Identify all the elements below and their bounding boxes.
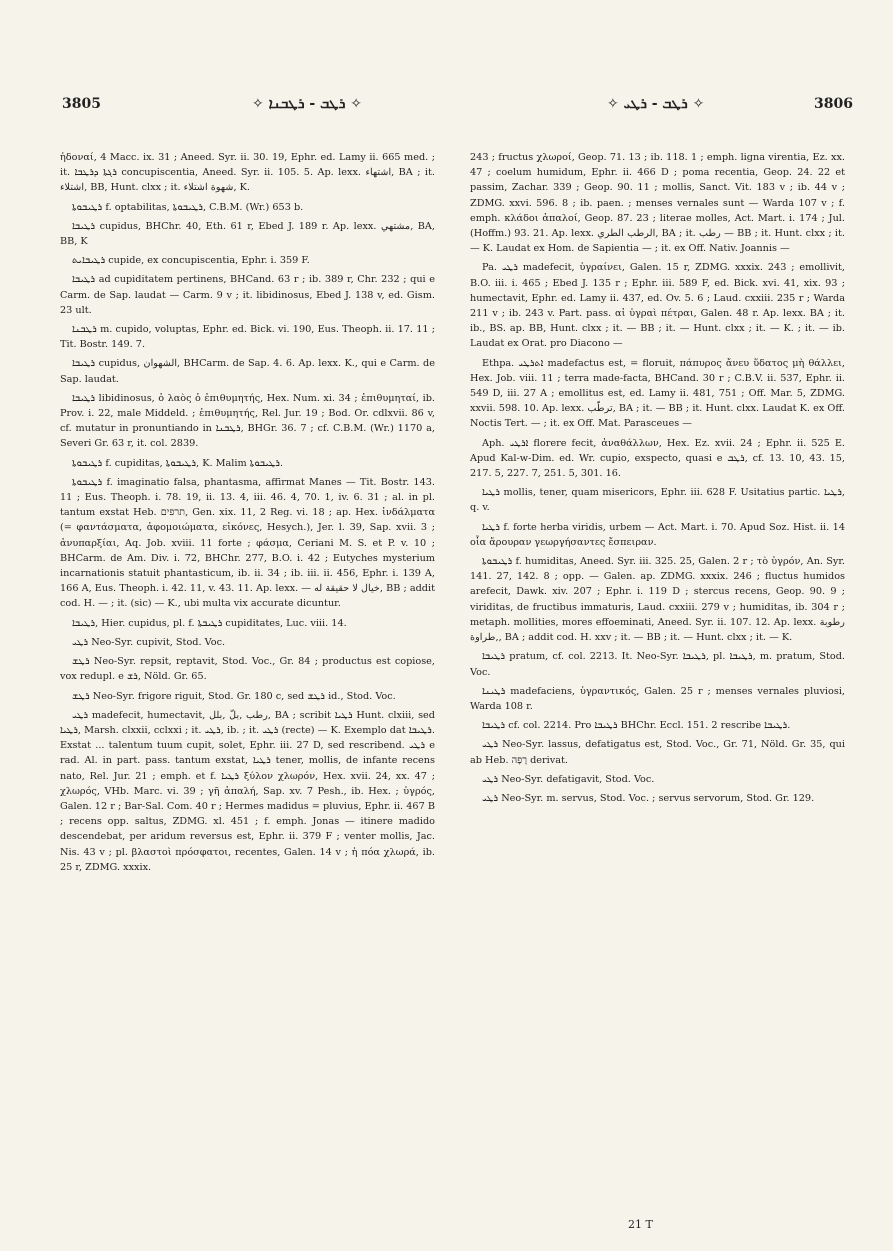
dictionary-entry: ܪܛܝܒܐ pratum, cf. col. 2213. It. Neo-Syr. ܪܛܝܒܐ, pl. ܪܛܝܒܐ, m. pratum, Stod. Voc.: [470, 651, 845, 678]
dictionary-entry: ܪܛܝ Neo-Syr. lassus, defatigatus est, Stod. Voc., Gr. 71, Nöld. Gr. 35, qui ab Heb. רָפָה derivat.: [470, 739, 845, 766]
running-head-left: ✧ ܪܛܒ - ܪܛܒܢܐ ✧: [252, 96, 362, 112]
page-header: [62, 96, 853, 120]
dictionary-entry: ܪܛܝܒܐ cupidus, الشهوان, BHCarm. de Sap. 4. 6. Ap. lexx. K., qui e Carm. de Sap. laudat.: [60, 358, 435, 385]
dictionary-entry: ܪܛܝܒܐ, Hier. cupidus, pl. f. ܪܛܝܒܬܐ cupiditates, Luc. viii. 14.: [72, 617, 347, 629]
page-number-right: 3806: [814, 96, 853, 112]
dictionary-entry: ܪܛܫ Neo-Syr. frigore riguit, Stod. Gr. 180 c, sed ܪܛܫ id., Stod. Voc.: [72, 690, 396, 702]
left-column: [60, 150, 435, 1210]
dictionary-entry: ܪܛܝ Neo-Syr. defatigavit, Stod. Voc.: [482, 773, 655, 785]
dictionary-entry: ܪܛܝܒܘܬܐ f. imaginatio falsa, phantasma, affirmat Manes — Tit. Bostr. 143. 11 ; Eus. Theoph. i. 78. 19, ii. 13. 4, iii. 46. 4, 70. 1, iv. 6. 31 ; al. in pl. tantum exstat Heb. תרפים, Gen. xix. 11, 2 Reg. vi. 18 ; ap. Hex. ἰνδάλματα (= φαντάσματα, ἀφομοιώματα, εἰκόνες, Hesych.), Jer. l. 39, Sap. xvii. 3 ; ἀνυπαρξίαι, Aq. Job. xviii. 11 forte ; φάσμα, Ceriani M. S. et P. v. 10 ; BHCarm. de Am. Div. i. 72, BHChr. 277, B.O. i. 42 ; Eutyches mysterium incarnationis statuit phantasticum, ib. ii. 34 ; ib. iii. ii. 456, Ephr. i. 139 A, 166 A, Eus. Theoph. i. 42. 11, v. 43. 11. Ap. lexx. — خيال لا حقيقة له, BB ; addit cod. H. — ; it. (sic) — K., ubi multa vix accurate dicuntur.: [60, 476, 435, 610]
dictionary-entry: Ethpa. ܐܬܪܛܝ madefactus est, = floruit, πάπυρος ἄνευ ὕδατος μὴ θάλλει, Hex. Job. viii. 11 ; terra made-facta, BHCand. 30 r ; C.B.V. ii. 537, Ephr. ii. 549 D, iii. 27 A ; emollitus est, ed. Lamy ii. 481, 751 ; Off. Mar. 5, ZDMG. xxvii. 598. 10. Ap. lexx. ترطّب, BA ; it. — BB ; it. Hunt. clxx. Laudat K. ex Off. Noctis Tert. — ; it. ex Off. Mat. Parasceues —: [470, 357, 845, 430]
signature-mark: 21 T: [628, 1218, 653, 1231]
dictionary-entry: ܪܛܝ madefecit, humectavit, رطب ,بلّ ,بلل, BA ; scribit ܪܛܝܐ Hunt. clxiii, sed ܪܛܝܐ, Marsh. clxxii, cclxxi ; it. ܪܛܝ, ib. ; it. ܪܛܝ (recte) — K. Exemplo dat ܪܛܝܒܐ. Exstat ... talentum tuum cupit, solet, Ephr. iii. 27 D, sed rescribend. ܪܛܝ e rad. Al. in part. pass. tantum exstat, ܪܛܝܐ tener, mollis, de infante recens nato, Rel. Jur. 21 ; emph. et f. ܪܛܝܐ ξύλον χλωρόν, Hex. xvii. 24, xx. 47 ; χλωρός, VHb. Marc. vi. 39 ; γῆ ἁπαλή, Sap. xv. 7 Pesh., ib. Hex. ; ὑγρός, Galen. 12 r ; Bar-Sal. Com. 40 r ; Hermes madidus = pluvius, Ephr. ii. 467 B ; recens opp. saltus, ZDMG. xl. 451 ; f. emph. Jonas — itinere madido descendebat, per aridum reversus est, Ephr. ii. 379 F ; venter mollis, Jac. Nis. 43 v ; pl. βλαστοὶ πρόσφατοι, recentes, Galen. 14 v ; ἡ πόα χλωρά, ib. 25 r, ZDMG. xxxix.: [60, 709, 435, 873]
dictionary-entry: ܪܛܝܐ mollis, tener, quam misericors, Ephr. iii. 628 F. Usitatius partic. ܪܛܝܐ, q. v.: [470, 487, 845, 514]
dictionary-entry: Pa. ܪܛܝ madefecit, ὑγραίνει, Galen. 15 r, ZDMG. xxxix. 243 ; emollivit, B.O. iii. i. 465 ; Ebed J. 135 r ; Ephr. iii. 589 F, ed. Bick. xvi. 41, xix. 93 ; humectavit, Ephr. ed. Lamy ii. 437, ed. Ov. 5. 6 ; Laud. cxxiii. 235 r ; Warda 211 v ; ib. 243 v. Part. pass. αἱ ὑγραὶ πέτραι, Galen. 48 r. Ap. lexx. BA ; it. ib., BS. ap. BB, Hunt. clxx ; it. — BB ; it. — Hunt. clxx ; it. — K. ; it. — ib. Laudat ex Orat. pro Diacono —: [470, 262, 845, 350]
dictionary-entry: ܪܛܝ Neo-Syr. m. servus, Stod. Voc. ; servus servorum, Stod. Gr. 129.: [482, 792, 815, 804]
page-number-left: 3805: [62, 96, 101, 112]
dictionary-entry: Aph. ܐܪܛܝ florere fecit, ἀναθάλλων, Hex. Ez. xvii. 24 ; Ephr. ii. 525 E. Apud Kal-w-Dim. ed. Wr. cupio, exspecto, quasi e ܪܛܒ, cf. 13. 10, 43. 15, 217. 5, 227. 7, 251. 5, 301. 16.: [470, 437, 845, 480]
dictionary-entry: ܪܛܝܒܐܝܬ cupide, ex concupiscentia, Ephr. i. 359 F.: [72, 255, 310, 267]
dictionary-entry: ܪܛܝܒܐ ad cupiditatem pertinens, BHCand. 63 r ; ib. 389 r, Chr. 232 ; qui e Carm. de Sap. laudat — Carm. 9 v ; it. libidinosus, Ebed J. 138 v, ed. Gism. 23 ult.: [60, 274, 435, 316]
right-column: [470, 150, 845, 1210]
dictionary-entry: ܪܛܝ Neo-Syr. cupivit, Stod. Voc.: [72, 636, 226, 648]
dictionary-entry: 243 ; fructus χλωροί, Geop. 71. 13 ; ib. 118. 1 ; emph. ligna virentia, Ez. xx. 47 ; coelum humidum, Ephr. ii. 466 D ; poma recentia, Geop. 24. 22 et passim, Zachar. 339 ; Geop. 90. 11 ; mollis, Sanct. Vit. 183 v ; ib. 44 v ; ZDMG. xxvi. 596. 8 ; ib. paen. ; menses vernales sunt — Warda 107 v ; f. emph. κλάδοι ἁπαλοί, Geop. 87. 23 ; literae molles, Act. Mart. i. 174 ; Jul. (Hoffm.) 93. 21. Ap. lexx. الرطب الطري, BA ; it. رطب — BB ; it. Hunt. clxx ; it. — K. Laudat ex Hom. de Sapientia — ; it. ex Off. Nativ. Joannis —: [470, 152, 845, 255]
dictionary-entry: ܪܛܝܒܘܬܐ f. cupiditas, ܪܛܝܒܘܬܐ, K. Malim ܪܛܝܒܘܬܐ.: [72, 457, 284, 469]
running-head-right: ✧ ܪܛܒ - ܪܛܝ ✧: [607, 96, 705, 112]
dictionary-entry: ܪܛܫ Neo-Syr. repsit, reptavit, Stod. Voc., Gr. 84 ; productus est copiose, vox redupl. e ܪܫ, Nöld. Gr. 65.: [60, 656, 435, 683]
dictionary-entry: ܪܛܒܢܐ m. cupido, voluptas, Ephr. ed. Bick. vi. 190, Eus. Theoph. ii. 17. 11 ; Tit. Bostr. 149. 7.: [60, 324, 435, 351]
dictionary-entry: ܪܛܝܢܐ madefaciens, ὑγραντικός, Galen. 25 r ; menses vernales pluviosi, Warda 108 r.: [470, 685, 845, 712]
dictionary-entry: ܪܛܝܐ f. forte herba viridis, urbem — Act. Mart. i. 70. Apud Soz. Hist. ii. 14 οἷα ἄρουραν γεωργήσαντες ἔσπειραν.: [470, 521, 845, 548]
dictionary-entry: ἡδοναί, 4 Macc. ix. 31 ; Aneed. Syr. ii. 30. 19, Ephr. ed. Lamy ii. 665 med. ; it. ܪܓܬܐ ܕܪܛܒܐ concupiscentia, Aneed. Syr. ii. 105. 5. Ap. lexx. اشتهاء, BA ; it. اشتلاء, BB, Hunt. clxx ; it. شهوة اشتلاء, K.: [60, 152, 435, 194]
dictionary-entry: ܪܛܝܒܘܬܐ f. optabilitas, ܪܛܝܒܘܬܐ, C.B.M. (Wr.) 653 b.: [72, 201, 304, 213]
dictionary-entry: ܪܛܝܒܘܬܐ f. humiditas, Aneed. Syr. iii. 325. 25, Galen. 2 r ; τὸ ὑγρόν, An. Syr. 141. 27, 142. 8 ; opp. — Galen. ap. ZDMG. xxxix. 246 ; fluctus humidos arefecit, Dawk. xiv. 207 ; Ephr. i. 119 D ; stercus recens, Geop. 90. 9 ; viriditas, de fructibus immaturis, Laud. cxxiii. 279 v ; humiditas, ib. 304 r ; metaph. mollities, mores effoeminati, Aneed. Syr. ii. 107. 12. Ap. lexx. رطوبة ,طراوة, BA ; addit cod. H. xxv ; it. — BB ; it. — Hunt. clxx ; it. — K.: [470, 556, 845, 644]
dictionary-entry: ܪܛܝܒܐ cupidus, BHChr. 40, Eth. 61 r, Ebed J. 189 r. Ap. lexx. مشتهي, BA, BB, K: [60, 220, 435, 248]
dictionary-entry: ܪܛܝܒܐ cf. col. 2214. Pro ܪܛܝܒܐ BHChr. Eccl. 151. 2 rescribe ܪܛܝܒܐ.: [482, 720, 791, 732]
dictionary-entry: ܪܛܝܒܐ libidinosus, ὁ λαὸς ὁ ἐπιθυμητής, Hex. Num. xi. 34 ; ἐπιθυμηταί, ib. Prov. i. 22, male Middeld. ; ἐπιθυμητής, Rel. Jur. 19 ; Bod. Or. cdlxvii. 86 v, cf. mutatur in pronuntiando in ܪܛܒܢܐ, BHGr. 36. 7 ; cf. C.B.M. (Wr.) 1170 a, Severi Gr. 63 r, it. col. 2839.: [60, 392, 435, 450]
